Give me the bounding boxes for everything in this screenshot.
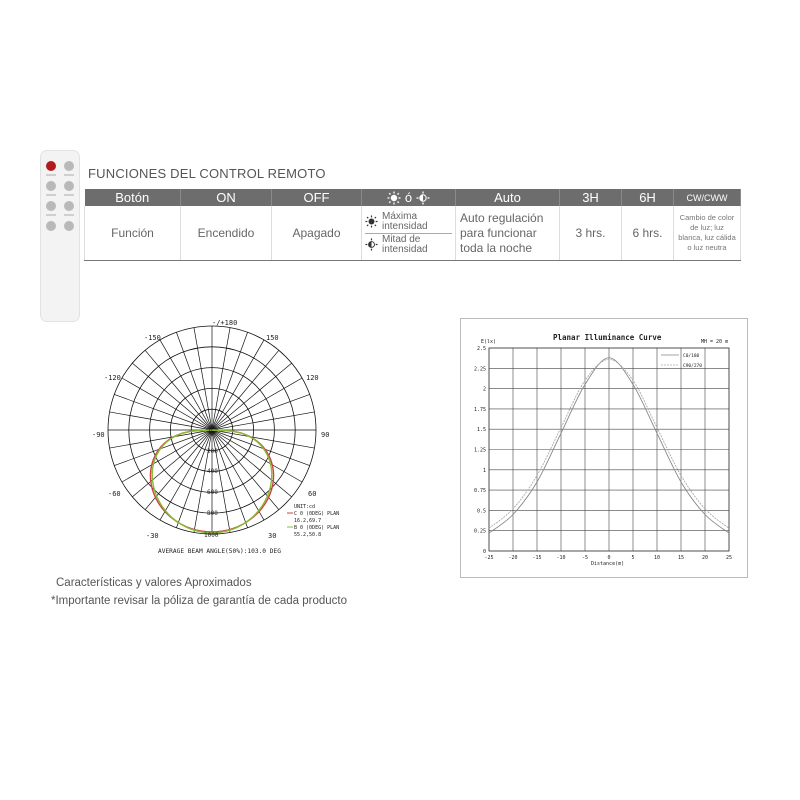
dim-sun-icon xyxy=(416,191,430,205)
x-tick-label: 5 xyxy=(631,555,635,561)
header-6h: 6H xyxy=(622,189,674,206)
y-tick-label: 2 xyxy=(482,386,486,393)
radial-label: 600 xyxy=(207,489,218,496)
y-axis-label: E(lx) xyxy=(481,339,497,345)
y-tick-label: 1.25 xyxy=(473,447,486,454)
y-tick-label: 2.25 xyxy=(473,366,486,373)
angle-label: 30 xyxy=(268,532,277,540)
note-warranty: *Importante revisar la póliza de garantía de cada producto xyxy=(51,595,347,607)
cell-dimmer xyxy=(362,206,456,261)
cell-on: Encendido xyxy=(181,206,272,261)
chart-ticks xyxy=(474,346,732,561)
header-cw-cww: CW/CWW xyxy=(674,189,741,206)
remote-button xyxy=(46,181,56,191)
remote-button xyxy=(64,161,74,171)
chart-grid xyxy=(489,348,729,551)
y-tick-label: 2.5 xyxy=(476,346,486,352)
x-tick-label: -15 xyxy=(532,555,542,561)
power-button-icon xyxy=(46,161,56,171)
header-auto: Auto xyxy=(456,189,560,206)
x-tick-label: 25 xyxy=(725,555,733,561)
y-tick-label: 0.5 xyxy=(476,508,486,515)
x-axis-label: Distance(m) xyxy=(591,561,625,567)
polar-caption: AVERAGE BEAM ANGLE(50%):103.0 DEG xyxy=(158,548,281,555)
header-dimmer-label: ó xyxy=(404,189,413,205)
legend-label: C0/180 xyxy=(683,354,700,359)
radial-label: 1000 xyxy=(204,532,219,539)
header-dimmer xyxy=(362,189,456,206)
remote-functions-table xyxy=(84,189,741,261)
table-header-row xyxy=(85,189,741,206)
y-tick-label: 1.75 xyxy=(473,406,486,413)
remote-button xyxy=(46,201,56,211)
header-on: ON xyxy=(181,189,272,206)
polar-legend xyxy=(287,504,339,538)
legend-c0-value: 16.2,69.7 xyxy=(294,518,322,524)
dim-min-row xyxy=(365,235,452,255)
cell-6h: 6 hrs. xyxy=(622,206,674,261)
illuminance-chart xyxy=(461,319,747,577)
radial-label: 200 xyxy=(207,448,218,455)
angle-label: -60 xyxy=(108,490,121,498)
x-tick-label: -20 xyxy=(508,555,518,561)
cell-cw-cww: Cambio de color de luz; luz blanca, luz cálida o luz neutra xyxy=(674,206,741,261)
legend-unit: UNIT:cd xyxy=(294,504,316,510)
angle-label: -150 xyxy=(144,334,161,342)
y-tick-label: 1.5 xyxy=(476,427,486,434)
chart-legend xyxy=(661,353,702,369)
legend-label: C90/270 xyxy=(683,364,702,369)
header-boton: Botón xyxy=(85,189,181,206)
x-tick-label: -5 xyxy=(581,555,589,561)
radial-label: 0 xyxy=(209,427,213,434)
x-tick-label: -10 xyxy=(556,555,566,561)
angle-label: -90 xyxy=(92,431,105,439)
x-tick-label: 10 xyxy=(653,555,661,561)
note-characteristics: Características y valores Aproximados xyxy=(56,577,252,589)
sun-icon xyxy=(387,191,401,205)
x-tick-label: 15 xyxy=(677,555,685,561)
y-tick-label: 0 xyxy=(482,549,486,555)
angle-label: -30 xyxy=(146,532,159,540)
cell-auto: Auto regulación para funcionar toda la noche xyxy=(456,206,560,261)
dim-min-label: Mitad de intensidad xyxy=(382,233,428,255)
dim-max-row xyxy=(365,212,452,232)
angle-label: 120 xyxy=(306,374,319,382)
section-title: FUNCIONES DEL CONTROL REMOTO xyxy=(88,166,326,181)
polar-distribution-diagram xyxy=(80,318,440,568)
chart-subtitle: MH = 20 m xyxy=(701,339,729,345)
angle-label: -/+180 xyxy=(212,319,238,327)
dim-sun-icon xyxy=(365,238,378,251)
cell-3h: 3 hrs. xyxy=(560,206,622,261)
remote-button xyxy=(64,221,74,231)
y-tick-label: 1 xyxy=(482,467,486,474)
illuminance-chart-frame xyxy=(460,318,748,578)
cell-funcion: Función xyxy=(85,206,181,261)
table-row xyxy=(85,206,741,261)
y-tick-label: 0.25 xyxy=(473,528,486,535)
angle-label: 90 xyxy=(321,431,330,439)
x-tick-label: 0 xyxy=(607,555,611,561)
chart-title: Planar Illuminance Curve xyxy=(553,333,662,342)
sun-icon xyxy=(365,215,378,228)
polar-radial-labels xyxy=(204,427,219,539)
y-tick-label: 0.75 xyxy=(473,488,486,495)
cell-off: Apagado xyxy=(272,206,362,261)
remote-button xyxy=(64,201,74,211)
x-tick-label: -25 xyxy=(484,555,494,561)
angle-label: -120 xyxy=(104,374,121,382)
dim-max-label: Máxima intensidad xyxy=(382,210,428,232)
header-off: OFF xyxy=(272,189,362,206)
legend-c90-value: 55.2,50.8 xyxy=(294,532,322,538)
radial-label: 800 xyxy=(207,510,218,517)
header-3h: 3H xyxy=(560,189,622,206)
remote-button xyxy=(64,181,74,191)
legend-c0: C 0 (0DEG) PLAN xyxy=(294,511,340,517)
remote-button xyxy=(46,221,56,231)
radial-label: 400 xyxy=(207,468,218,475)
remote-control-image xyxy=(40,150,80,322)
angle-label: 150 xyxy=(266,334,279,342)
angle-label: 60 xyxy=(308,490,317,498)
x-tick-label: 20 xyxy=(701,555,709,561)
legend-c90: B 0 (0DEG) PLAN xyxy=(294,525,340,531)
